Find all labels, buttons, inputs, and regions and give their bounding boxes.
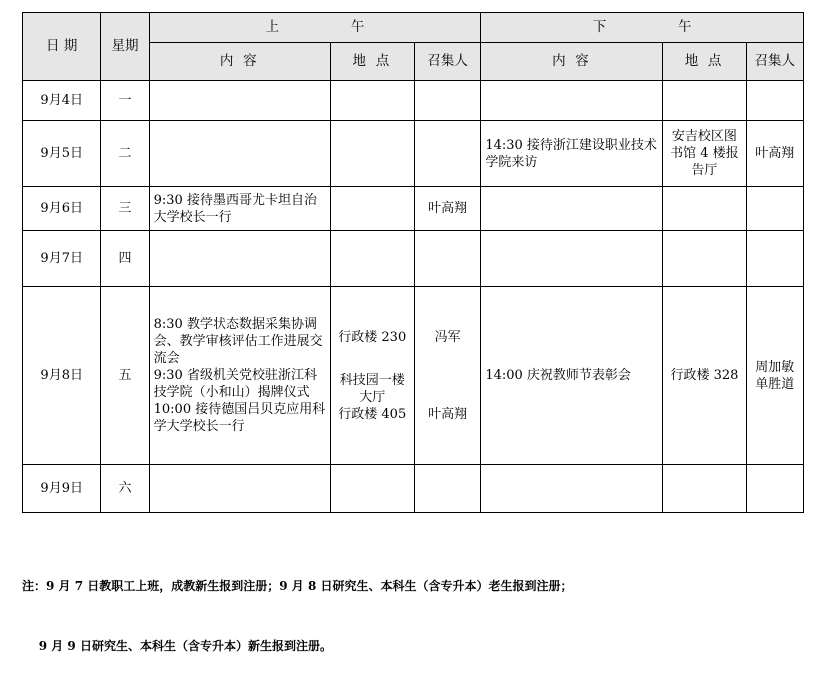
header-am-convener: 召集人 (414, 43, 480, 81)
header-afternoon-label: 下 午 (592, 19, 726, 35)
header-afternoon (481, 13, 804, 43)
header-morning-label: 上 午 (265, 19, 399, 35)
cell-am-content (149, 121, 330, 187)
header-am-location (330, 43, 414, 81)
cell-am-content: 8:30 教学状态数据采集协调会、教学审核评估工作进展交流会 9:30 省级机关党校驻浙江科技学院（小和山）揭牌仪式 10:00 接待德国吕贝克应用科学大学校长一行 (149, 287, 330, 465)
cell-pm-content (481, 231, 663, 287)
header-date: 日 期 (23, 13, 101, 81)
cell-am-location (330, 231, 414, 287)
cell-weekday: 四 (101, 231, 149, 287)
cell-am-convener (414, 121, 480, 187)
cell-weekday: 六 (101, 465, 149, 513)
am-location-2: 科技园一楼大厅 (339, 372, 405, 405)
cell-pm-convener: 叶高翔 (746, 121, 803, 187)
cell-am-convener (414, 465, 480, 513)
cell-am-convener (414, 231, 480, 287)
cell-am-convener (414, 81, 480, 121)
header-pm-location-label: 地 点 (684, 53, 725, 69)
schedule-table (22, 12, 804, 513)
header-pm-content (481, 43, 663, 81)
footnote (22, 536, 812, 676)
table-row (23, 81, 804, 121)
cell-am-location (330, 465, 414, 513)
cell-am-content: 9:30 接待墨西哥尤卡坦自治大学校长一行 (149, 187, 330, 231)
cell-am-content (149, 465, 330, 513)
cell-pm-location (663, 187, 746, 231)
am-location-1: 行政楼 230 (338, 329, 407, 345)
header-pm-convener: 召集人 (746, 43, 803, 81)
header-am-content (149, 43, 330, 81)
cell-weekday: 五 (101, 287, 149, 465)
table-row (23, 287, 804, 465)
cell-pm-content (481, 187, 663, 231)
cell-weekday: 一 (101, 81, 149, 121)
table-row (23, 121, 804, 187)
cell-pm-convener (746, 81, 803, 121)
header-am-location-label: 地 点 (352, 53, 392, 69)
am-convener-1: 冯军 (434, 329, 461, 345)
cell-date: 9月9日 (23, 465, 101, 513)
cell-pm-content: 14:00 庆祝教师节表彰会 (481, 287, 663, 465)
cell-date: 9月7日 (23, 231, 101, 287)
table-row (23, 465, 804, 513)
am-convener-2: 叶高翔 (428, 406, 468, 422)
cell-date: 9月5日 (23, 121, 101, 187)
cell-pm-content (481, 81, 663, 121)
cell-am-convener: 叶高翔 (414, 187, 480, 231)
footnote-line-2: 9 月 9 日研究生、本科生（含专升本）新生报到注册。 (22, 639, 332, 653)
am-location-3: 行政楼 405 (338, 406, 407, 422)
cell-am-content (149, 81, 330, 121)
cell-am-convener (414, 287, 480, 465)
cell-weekday: 二 (101, 121, 149, 187)
cell-pm-content (481, 465, 663, 513)
cell-date: 9月4日 (23, 81, 101, 121)
cell-pm-convener (746, 231, 803, 287)
cell-pm-location (663, 81, 746, 121)
header-weekday: 星期 (101, 13, 149, 81)
cell-weekday: 三 (101, 187, 149, 231)
table-row (23, 231, 804, 287)
cell-pm-convener (746, 187, 803, 231)
cell-am-location (330, 287, 414, 465)
cell-pm-location (663, 231, 746, 287)
cell-am-location (330, 81, 414, 121)
header-pm-location (663, 43, 746, 81)
footnote-line-1: 注：9 月 7 日教职工上班，成教新生报到注册；9 月 8 日研究生、本科生（含专升本）老生报到注册； (22, 579, 573, 593)
cell-date: 9月6日 (23, 187, 101, 231)
cell-date: 9月8日 (23, 287, 101, 465)
cell-am-content (149, 231, 330, 287)
cell-pm-convener (746, 465, 803, 513)
cell-am-location (330, 187, 414, 231)
table-row (23, 187, 804, 231)
cell-pm-location: 安吉校区图书馆 4 楼报告厅 (663, 121, 746, 187)
header-am-content-label: 内 容 (219, 53, 260, 69)
cell-pm-location: 行政楼 328 (663, 287, 746, 465)
cell-pm-location (663, 465, 746, 513)
header-pm-content-label: 内 容 (552, 53, 592, 69)
cell-pm-convener: 周加敏单胜道 (746, 287, 803, 465)
cell-pm-content: 14:30 接待浙江建设职业技术学院来访 (481, 121, 663, 187)
header-morning (149, 13, 481, 43)
cell-am-location (330, 121, 414, 187)
